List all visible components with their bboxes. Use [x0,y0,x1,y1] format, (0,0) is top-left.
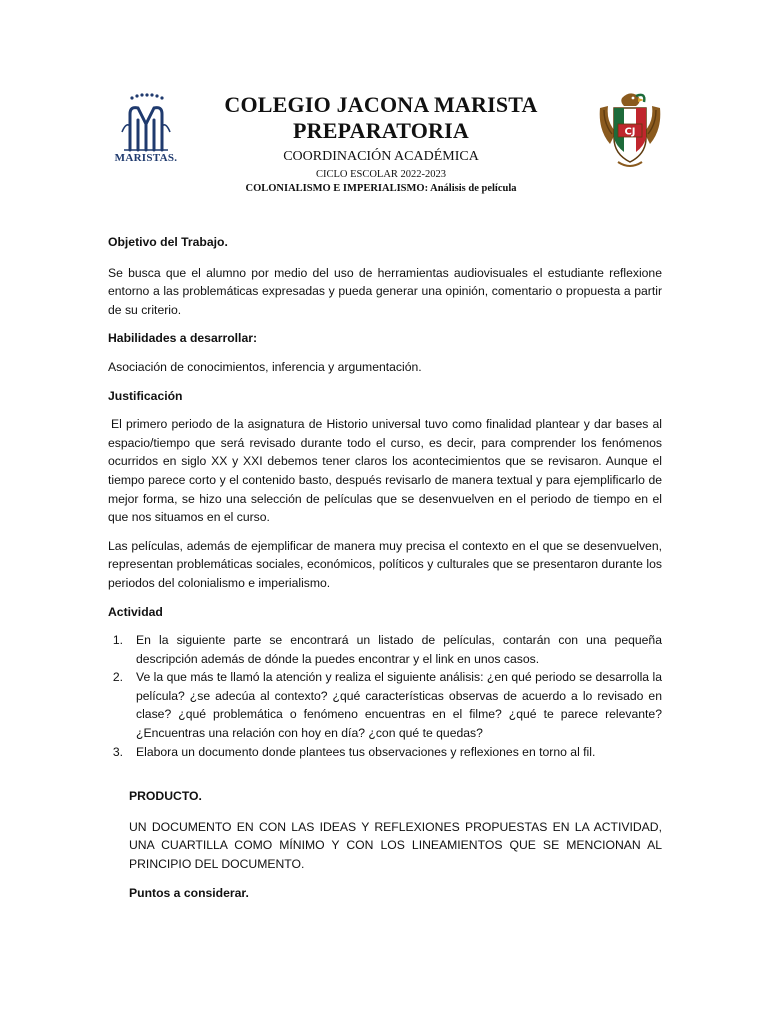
list-item-text: Ve la que más te llamó la atención y realiza el siguiente análisis: ¿en qué periodo se desarrolla la película? ¿se adecúa al contexto? ¿qué características observas de acuerdo a lo revisado en clase? ¿qué problemática o fenómeno encuentras en el filme? ¿qué te parece relevante? ¿Encuentras una relación con hoy en día? ¿con qué te quedas? [136,670,662,741]
document-header [190,92,572,196]
document-body [108,233,662,902]
maristas-logo-icon [108,92,184,154]
school-level: PREPARATORIA [293,118,469,143]
list-item-number: 3. [112,744,123,759]
list-item-text: Elabora un documento donde plantees tus observaciones y reflexiones en torno al fil. [136,744,596,759]
activity-list [108,631,662,761]
skills-heading: Habilidades a desarrollar: [108,331,258,346]
justification-heading: Justificación [108,388,183,403]
topic-bold: COLONIALISMO E IMPERIALISMO: [245,183,429,194]
product-text: UN DOCUMENTO EN CON LAS IDEAS Y REFLEXIONES PROPUESTAS EN LA ACTIVIDAD, UNA CUARTILLA COMO MÍNIMO Y CON LOS LINEAMIENTOS QUE SE MENCIONAN AL PRINCIPIO DEL DOCUMENTO. [129,819,662,872]
list-item [108,743,662,762]
assignment-topic [190,182,572,196]
maristas-logo-text: MARISTAS. [114,152,178,164]
crest-letters: CJ [624,126,636,138]
product-section [108,787,662,902]
points-heading: Puntos a considerar. [129,885,249,900]
topic-rest: Análisis de película [428,183,517,194]
objective-text: Se busca que el alumno por medio del uso de herramientas audiovisuales el estudiante reflexione entorno a las problemáticas expresadas y pueda generar una opinión, comentario o propuesta a partir de su criterio. [108,265,662,317]
school-name: COLEGIO JACONA MARISTA [224,92,538,117]
justification-paragraph-1: El primero periodo de la asignatura de Historio universal tuvo como finalidad plantear y dar bases al espacio/tiempo que será revisado durante todo el curso, es decir, para comprender los fenómenos ocurridos en siglo XX y XXI debemos tener claros los acontecimientos que se revisaron. Aunque el tiempo parece corto y el contenido basto, después revisarlo de manera textual y para ejemplificarlo de mejor forma, se hizo una selección de películas que se desenvuelven en el periodo de tiempo en el que nos situamos en el curso. [108,417,662,525]
objective-heading: Objetivo del Trabajo. [108,235,228,249]
product-heading: PRODUCTO. [129,789,202,804]
maristas-logo [108,92,184,172]
list-item-text: En la siguiente parte se encontrará un listado de películas, contarán con una pequeña descripción además de dónde la puedes encontrar y el link en unos casos. [136,633,662,666]
department-name: COORDINACIÓN ACADÉMICA [283,149,479,164]
list-item-number: 2. [112,670,123,685]
skills-text: Asociación de conocimientos, inferencia y argumentación. [108,359,422,374]
activity-heading: Actividad [108,604,163,619]
school-cycle: CICLO ESCOLAR 2022-2023 [315,169,447,180]
list-item-number: 1. [112,633,123,648]
list-item [108,668,662,742]
justification-paragraph-2: Las películas, además de ejemplificar de manera muy precisa el contexto en el que se desenvuelven, representan problemáticas sociales, económicos, políticos y culturales que se presentaron durante los periodos del colonialismo e imperialismo. [108,538,662,590]
list-item [108,631,662,668]
school-crest [596,88,664,170]
eagle-shield-crest-icon [596,88,664,170]
